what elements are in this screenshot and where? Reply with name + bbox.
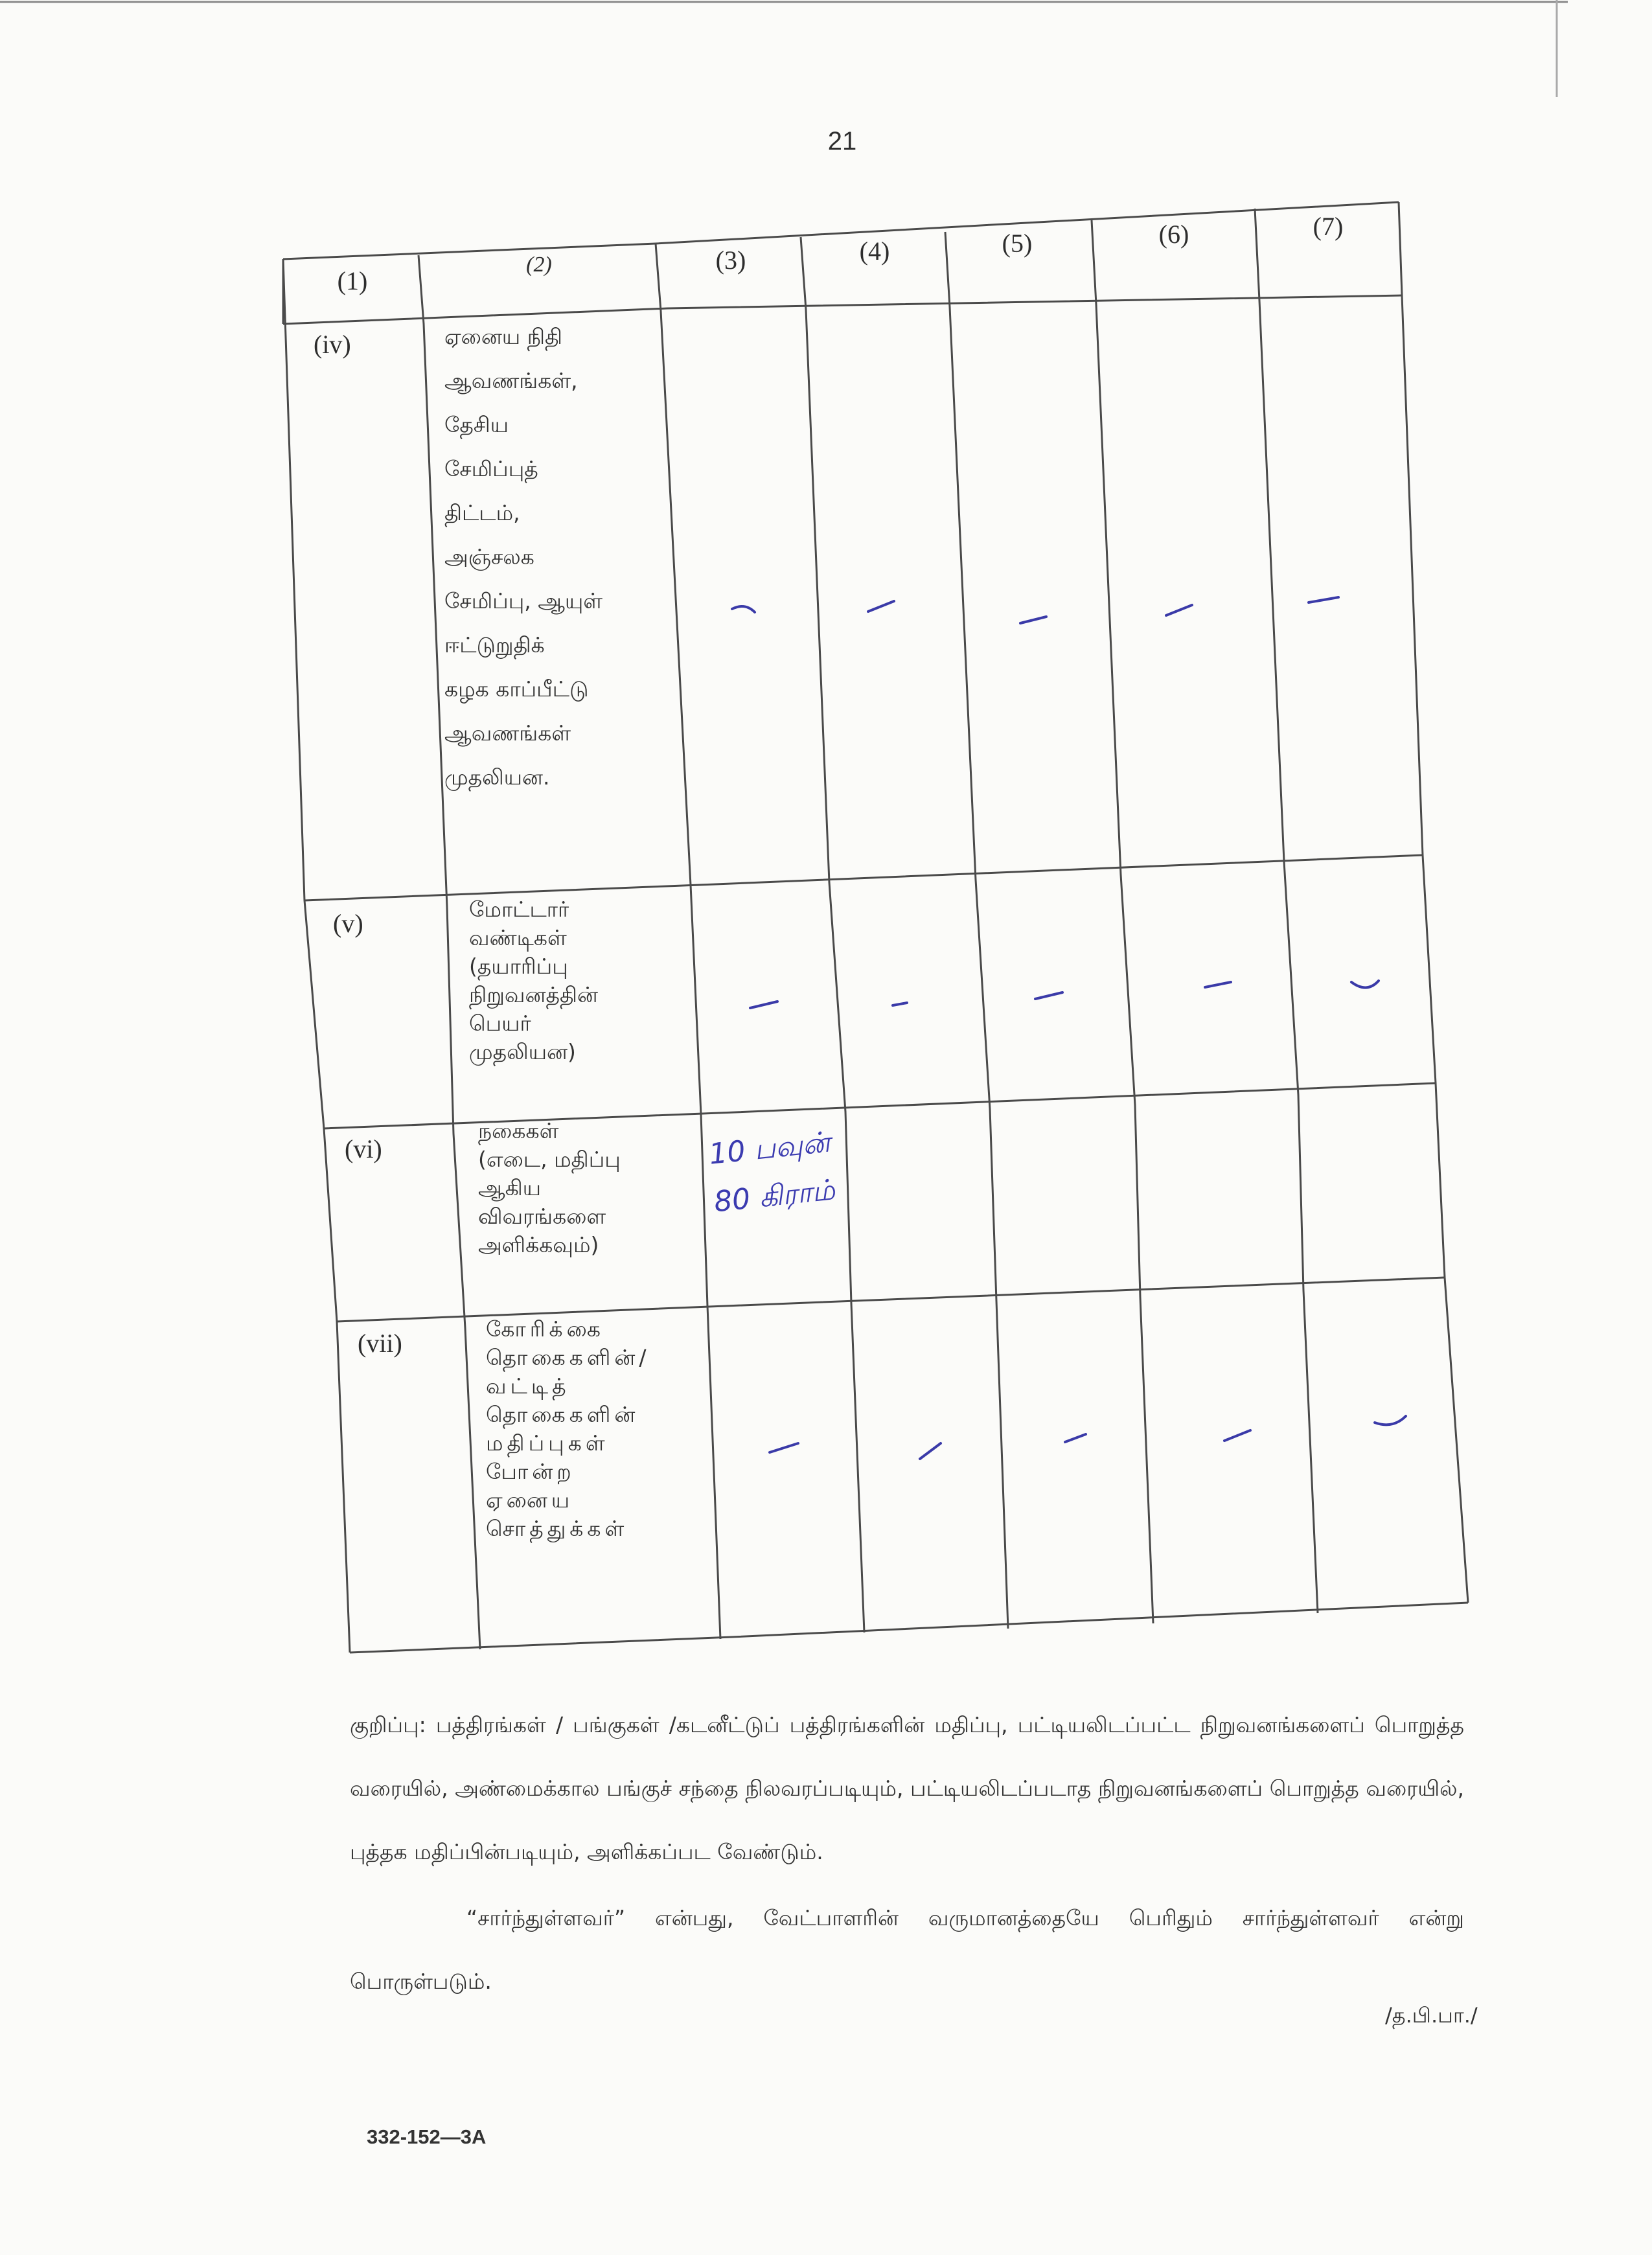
column-header-4: (4) bbox=[859, 236, 890, 266]
dash-mark bbox=[1035, 992, 1062, 999]
dash-mark bbox=[1224, 1430, 1250, 1441]
row-number: (vii) bbox=[358, 1329, 402, 1358]
dash-mark bbox=[1309, 597, 1338, 602]
dash-mark bbox=[1351, 981, 1379, 988]
row-description: மோட்டார் வண்டிகள் (தயாரிப்பு நிறுவனத்தின் பெயர் முதலியன) bbox=[469, 897, 599, 1064]
row-description: கோரிக்கை தொகைகளின்/ வட்டித் தொகைகளின் மதிப்புகள் போன்ற ஏனைய சொத்துக்கள் bbox=[486, 1316, 650, 1541]
dash-mark bbox=[732, 606, 755, 612]
row-number: (vi) bbox=[345, 1134, 382, 1163]
column-header-5: (5) bbox=[1002, 229, 1033, 258]
column-header-7: (7) bbox=[1313, 212, 1344, 241]
dash-mark bbox=[1020, 617, 1046, 623]
dash-mark bbox=[920, 1443, 941, 1459]
signature-initials: /த.பி.பா./ bbox=[1385, 2003, 1478, 2028]
note-label: குறிப்பு: bbox=[350, 1712, 426, 1737]
dash-mark bbox=[1065, 1434, 1086, 1442]
definition-text: “சார்ந்துள்ளவர்” என்பது, வேட்பாளரின் வருமானத்தையே பெரிதும் சார்ந்துள்ளவர் என்று பொருள்படும். bbox=[350, 1905, 1464, 1994]
note-paragraph bbox=[350, 1693, 1464, 1884]
column-header-3: (3) bbox=[715, 246, 746, 275]
dash-mark bbox=[770, 1443, 798, 1452]
print-code: 332-152—3A bbox=[367, 2125, 487, 2148]
note-text: பத்திரங்கள் / பங்குகள் /கடனீட்டுப் பத்திரங்களின் மதிப்பு, பட்டியலிடப்பட்ட நிறுவனங்களைப் பொறுத்த வரையில், அண்மைக்கால பங்குச் சந்தை நிலவரப்படியும், பட்டியலிடப்படாத நிறுவனங்களைப் பொறுத்த வரையில், புத்தக மதிப்பின்படியும், அளிக்கப்பட வேண்டும். bbox=[350, 1712, 1464, 1864]
row-description: நகைகள் (எடை, மதிப்பு ஆகிய விவரங்களை அளிக்கவும்) bbox=[478, 1118, 621, 1257]
dash-mark bbox=[1166, 605, 1192, 615]
dash-mark bbox=[1205, 982, 1231, 987]
dash-mark bbox=[868, 601, 894, 612]
row-description: ஏனைய நிதி ஆவணங்கள், தேசிய சேமிப்புத் திட்டம், அஞ்சலக சேமிப்பு, ஆயுள் ஈட்டுறுதிக் கழக காப்பீட்டு ஆவணங்கள் முதலியன. bbox=[444, 324, 603, 790]
column-header-2: (2) bbox=[526, 253, 552, 277]
column-header-6: (6) bbox=[1158, 220, 1189, 249]
row-number: (iv) bbox=[314, 330, 351, 359]
row-number: (v) bbox=[333, 909, 363, 938]
column-header-1: (1) bbox=[337, 266, 368, 295]
dash-mark bbox=[750, 1002, 777, 1008]
dash-mark bbox=[893, 1003, 907, 1005]
page-number: 21 bbox=[827, 127, 857, 155]
definition-paragraph bbox=[350, 1886, 1464, 2013]
handwritten-jewel-entry: 10 பவுன் 80 கிராம் bbox=[707, 1125, 837, 1219]
dash-mark bbox=[1375, 1416, 1406, 1425]
